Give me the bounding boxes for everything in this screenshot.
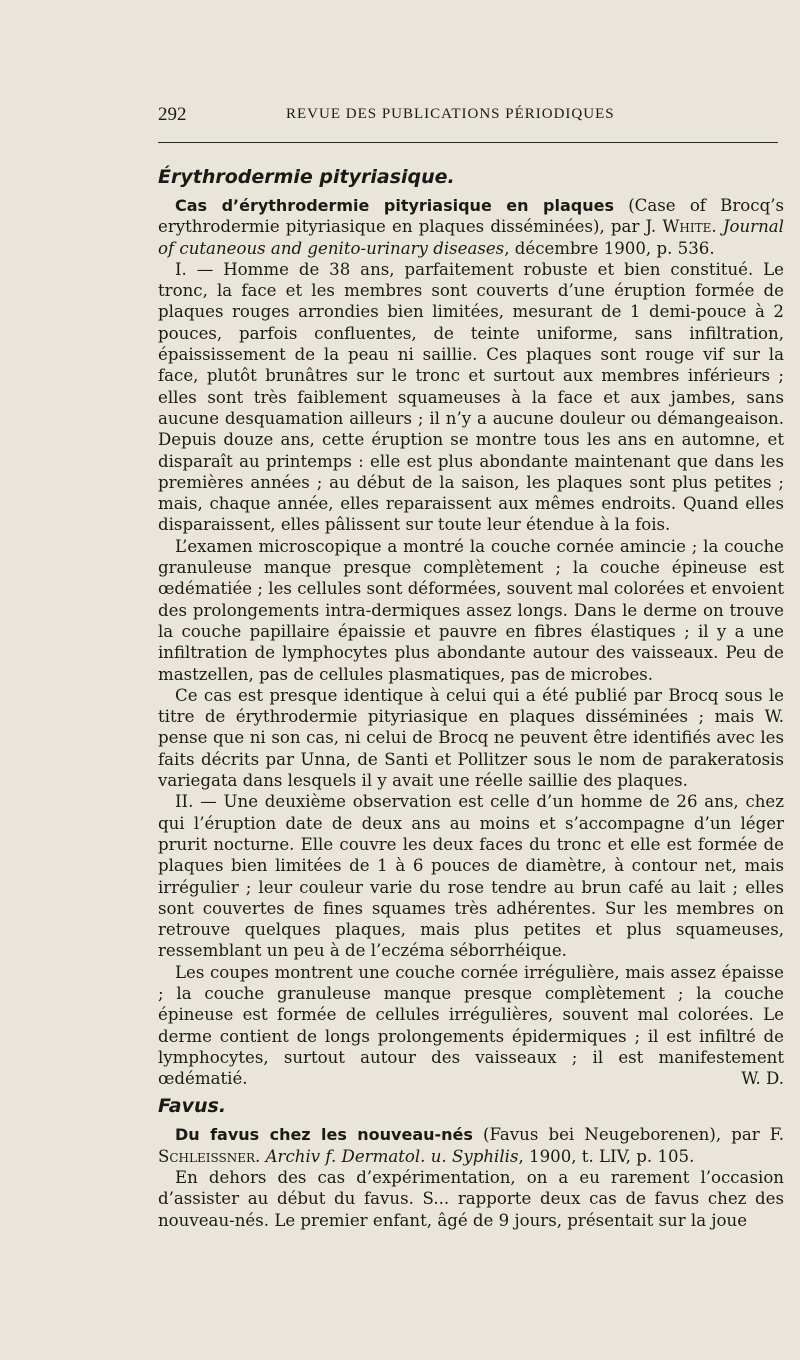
article-lead-title: Du favus chez les nouveau-nés: [175, 1125, 473, 1145]
page-number: 292: [158, 104, 187, 125]
header-rule: [158, 142, 778, 143]
paragraph: En dehors des cas d’expérimentation, on a eu rarement l’occasion d’assister au début du favus. S... rapporte deux cas de favus chez des nouveau-nés. Le premier enfant, âgé de 9 jours, présentait sur la joue: [158, 1168, 784, 1230]
journal-name: Journal of cutaneous and genito-urinary diseases: [158, 217, 784, 258]
article-body: [158, 166, 784, 1231]
paragraph: II. — Une deuxième observation est celle d’un homme de 26 ans, chez qui l’éruption date de deux ans au moins et s’accompagne d’un léger prurit nocturne. Elle couvre les deux faces du tronc et elle est formée de plaques bien limitées de 1 à 6 pouces de diamètre, à contour net, mais irrégulier ; leur couleur varie du rose tendre au brun café au lait ; elles sont couvertes de fines squames très adhérentes. Sur les membres on retrouve quelques plaques, mais plus petites et plus squameuses, ressemblant un peu à de l’eczéma séborrhéique.: [158, 792, 784, 961]
article-lead-title: Cas d’érythrodermie pityriasique en plaques: [175, 196, 614, 215]
reference-text: , 1900, t. LIV, p. 105.: [518, 1146, 695, 1166]
reference-favus: [158, 1124, 784, 1167]
paragraph: I. — Homme de 38 ans, parfaitement robuste et bien constitué. Le tronc, la face et les membres sont couverts d’une éruption formée de plaques rouges arrondies bien limitées, mesurant de 1 demi-pouce à 2 pouces, parfois confluentes, de teinte uniforme, sans infiltration, épaississement de la peau ni saillie. Ces plaques sont rouge vif sur la face, plutôt brunâtres sur le tronc et surtout aux membres inférieurs ; elles sont très faiblement squameuses à la face et aux jambes, sans aucune desquamation ailleurs ; il n’y a aucune douleur ou démangeaison. Depuis douze ans, cette éruption se montre tous les ans en automne, et disparaît au printemps : elle est plus abondante maintenant que dans les premières années ; au début de la saison, les plaques sont plus petites ; mais, chaque année, elles reparaissent aux mêmes endroits. Quand elles disparaissent, elles pâlissent sur toute leur étendue à la fois.: [158, 259, 784, 535]
reference-text: , décembre 1900, p. 536.: [504, 238, 715, 258]
journal-name: Archiv f. Dermatol. u. Syphilis: [265, 1146, 519, 1166]
reference-text: .: [711, 217, 723, 237]
running-title: REVUE DES PUBLICATIONS PÉRIODIQUES: [286, 106, 615, 122]
signature: W. D.: [741, 1069, 784, 1089]
paragraph-text: Les coupes montrent une couche cornée irrégulière, mais assez épaisse ; la couche granuleuse manque presque complètement ; la couche épineuse est formée de cellules irrégulières, souvent mal colorées. Le derme contient de longs prolongements épidermiques ; il est infiltré de lymphocytes, surtout autour des vaisseaux ; il est manifestement œdématié.: [158, 962, 784, 1089]
page-content: [158, 104, 784, 1230]
paragraph: [158, 962, 784, 1090]
running-header: [158, 104, 784, 130]
author-name: Schleissner: [158, 1146, 256, 1166]
reference-text: (Favus bei Neugeborenen), par F.: [472, 1125, 784, 1145]
reference-text: .: [255, 1146, 266, 1166]
paragraph: L’examen microscopique a montré la couche cornée amincie ; la couche granuleuse manque presque complètement ; la couche épineuse est œdématiée ; les cellules sont déformées, souvent mal colorées et envoient des prolongements intra-dermiques assez longs. Dans le derme on trouve la couche papillaire épaissie et pauvre en fibres élastiques ; il y a une infiltration de lymphocytes plus abondante autour des vaisseaux. Peu de mastzellen, pas de cellules plasmatiques, pas de microbes.: [158, 536, 784, 684]
section-title-erythrodermie: Érythrodermie pityriasique.: [158, 166, 455, 188]
author-name: White: [662, 217, 712, 237]
reference-text: (Case of Brocq’s erythrodermie pityriasique en plaques disséminées), par J.: [158, 196, 784, 237]
section-title-favus: Favus.: [158, 1095, 227, 1118]
paragraph: Ce cas est presque identique à celui qui a été publié par Brocq sous le titre de érythrodermie pityriasique en plaques disséminées ; mais W. pense que ni son cas, ni celui de Brocq ne peuvent être identifiés avec les faits décrits par Unna, de Santi et Pollitzer sous le nom de parakeratosis variegata dans lesquels il y avait une réelle saillie des plaques.: [158, 685, 784, 791]
reference-erythrodermie: [158, 195, 784, 259]
